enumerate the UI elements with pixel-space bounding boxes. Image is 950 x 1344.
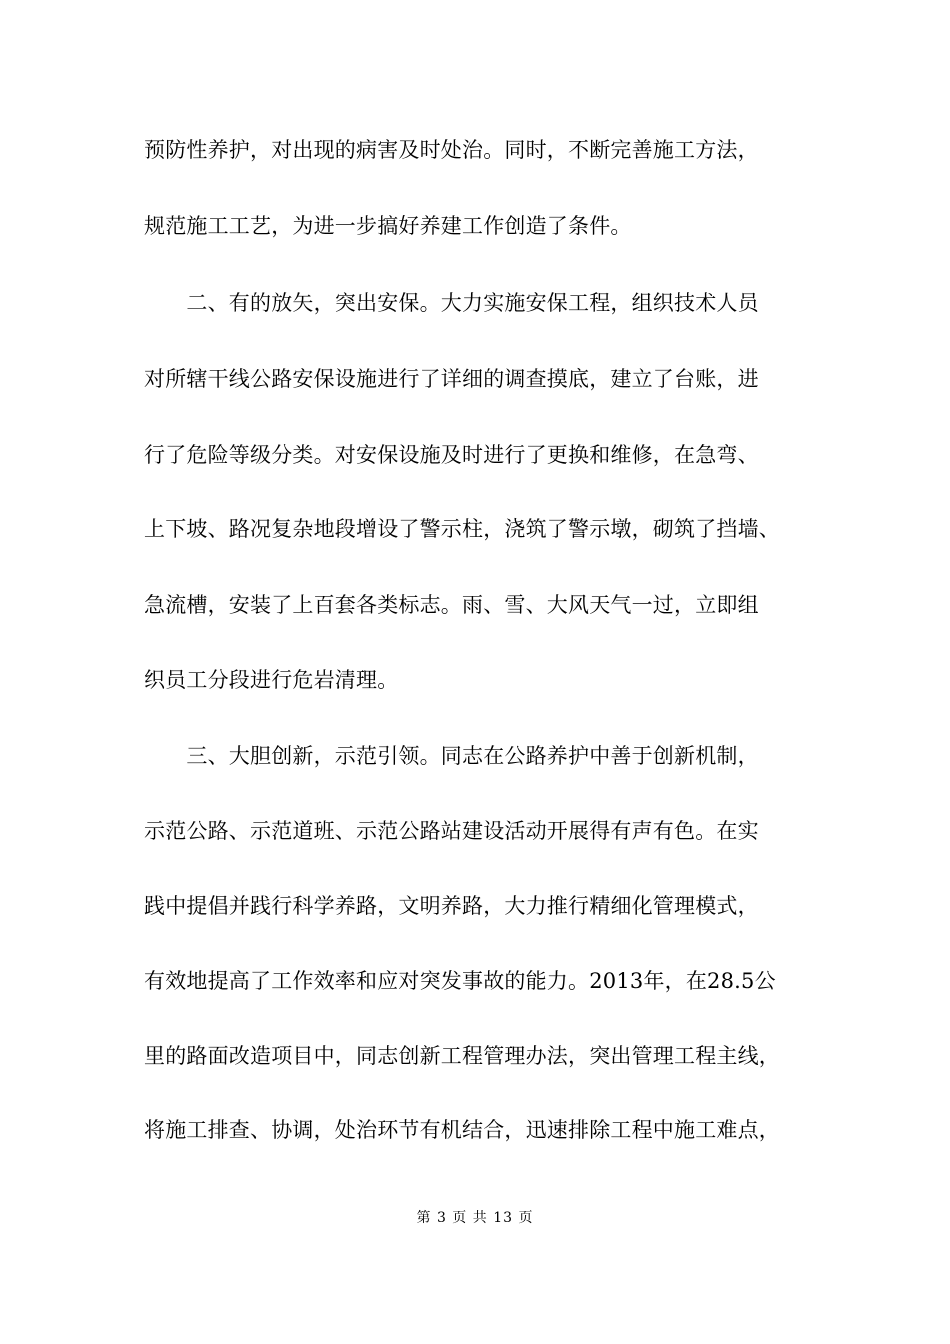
- paragraph-line: 对所辖干线公路安保设施进行了详细的调查摸底，建立了台账，进: [144, 367, 759, 391]
- paragraph-line: 上下坡、路况复杂地段增设了警示柱，浇筑了警示墩，砌筑了挡墙、: [144, 517, 780, 541]
- paragraph-line: 将施工排查、协调，处治环节有机结合，迅速排除工程中施工难点，: [144, 1118, 780, 1142]
- paragraph-line: 有效地提高了工作效率和应对突发事故的能力。2013年，在28.5公: [144, 969, 776, 993]
- paragraph-line: 里的路面改造项目中，同志创新工程管理办法，突出管理工程主线，: [144, 1044, 780, 1068]
- paragraph-line: 预防性养护，对出现的病害及时处治。同时，不断完善施工方法，: [144, 138, 759, 162]
- paragraph-line: 三、大胆创新，示范引领。同志在公路养护中善于创新机制，: [144, 744, 759, 768]
- paragraph-line: 践中提倡并践行科学养路，文明养路，大力推行精细化管理模式，: [144, 894, 759, 918]
- paragraph-line: 示范公路、示范道班、示范公路站建设活动开展得有声有色。在实: [144, 819, 759, 843]
- paragraph-line: 急流槽，安装了上百套各类标志。雨、雪、大风天气一过，立即组: [144, 593, 759, 617]
- paragraph-line: 织员工分段进行危岩清理。: [144, 668, 399, 692]
- paragraph-line: 规范施工工艺，为进一步搞好养建工作创造了条件。: [144, 214, 632, 238]
- page-footer: 第 3 页 共 13 页: [416, 1210, 534, 1226]
- paragraph-line: 行了危险等级分类。对安保设施及时进行了更换和维修，在急弯、: [144, 443, 759, 467]
- paragraph-line: 二、有的放矢，突出安保。大力实施安保工程，组织技术人员: [144, 291, 759, 315]
